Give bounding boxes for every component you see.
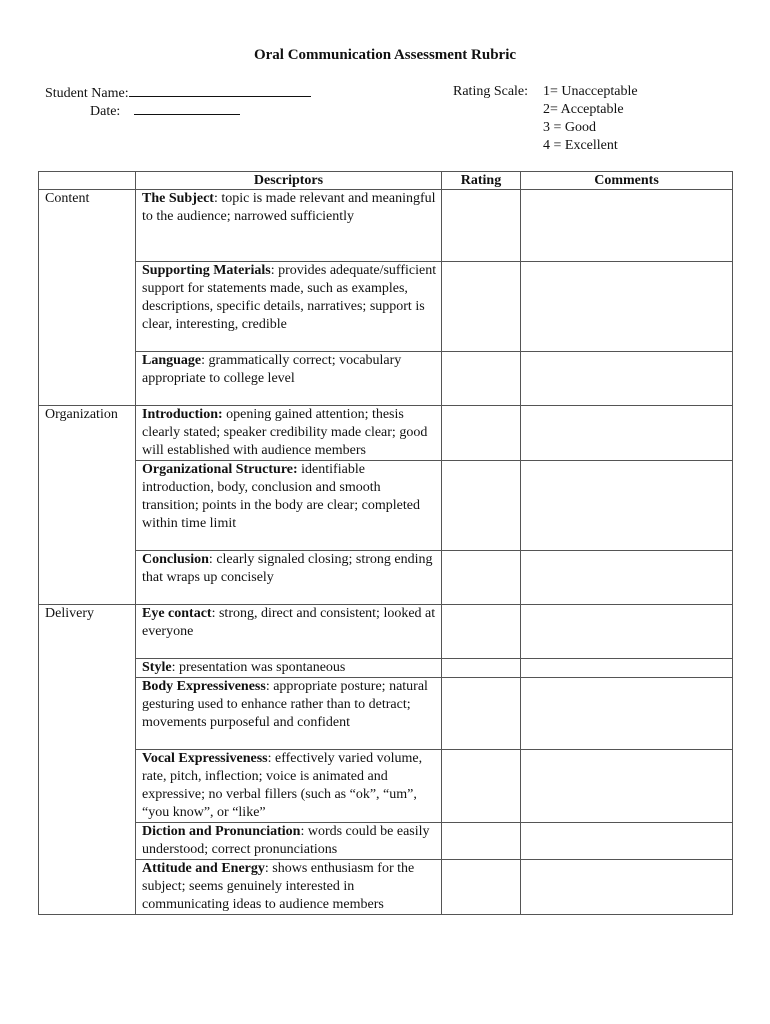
scale-item: 4 = Excellent — [543, 138, 618, 153]
comments-cell[interactable] — [521, 860, 733, 915]
descriptor-cell — [136, 860, 442, 915]
descriptor-cell — [136, 352, 442, 406]
rating-cell[interactable] — [442, 262, 521, 352]
descriptor-text: effectively varied volume, rate, pitch, inflection; voice is animated and expressive; no verbal fillers (such as “ok”, “um”, “you know”, or “like” — [142, 751, 423, 820]
table-row — [39, 262, 733, 352]
table-row — [39, 352, 733, 406]
descriptor-name: Introduction: — [142, 407, 223, 422]
rating-cell[interactable] — [442, 750, 521, 823]
rating-cell[interactable] — [442, 659, 521, 678]
descriptor-separator: : — [213, 191, 222, 206]
comments-cell[interactable] — [521, 823, 733, 860]
date-field[interactable] — [134, 101, 240, 115]
header-descriptors: Descriptors — [136, 172, 442, 190]
descriptor-cell — [136, 190, 442, 262]
table-row — [39, 678, 733, 750]
table-row — [39, 860, 733, 915]
comments-cell[interactable] — [521, 262, 733, 352]
descriptor-text: presentation was spontaneous — [178, 660, 346, 675]
rating-cell[interactable] — [442, 406, 521, 461]
descriptor-name: Style — [142, 660, 172, 675]
descriptor-cell — [136, 461, 442, 551]
category-cell: Organization — [39, 406, 136, 461]
descriptor-text: grammatically correct; vocabulary appropriate to college level — [142, 353, 402, 386]
descriptor-separator: : — [171, 660, 179, 675]
descriptor-name: Body Expressiveness — [142, 679, 266, 694]
table-row — [39, 551, 733, 605]
category-cell — [39, 678, 136, 750]
descriptor-name: Attitude and Energy — [142, 861, 265, 876]
descriptor-separator: : — [300, 824, 308, 839]
descriptor-name: Supporting Materials — [142, 263, 271, 278]
descriptor-name: Language — [142, 353, 202, 368]
comments-cell[interactable] — [521, 352, 733, 406]
header-comments: Comments — [521, 172, 733, 190]
descriptor-cell — [136, 262, 442, 352]
descriptor-cell — [136, 678, 442, 750]
descriptor-text: appropriate posture; natural gesturing used to enhance rather than to detract; movements purposeful and confident — [142, 679, 428, 730]
descriptor-separator: : — [267, 751, 276, 766]
descriptor-name: Organizational Structure: — [142, 462, 298, 477]
comments-cell[interactable] — [521, 551, 733, 605]
category-cell — [39, 262, 136, 352]
category-cell — [39, 461, 136, 551]
category-cell: Content — [39, 190, 136, 262]
descriptor-name: Vocal Expressiveness — [142, 751, 268, 766]
scale-item: 3 = Good — [543, 120, 597, 135]
descriptor-name: Conclusion — [142, 552, 209, 567]
category-cell — [39, 659, 136, 678]
rubric-table — [38, 171, 733, 915]
table-row — [39, 190, 733, 262]
scale-item: 2= Acceptable — [543, 102, 624, 117]
rating-cell[interactable] — [442, 860, 521, 915]
descriptor-cell — [136, 605, 442, 659]
table-row — [39, 461, 733, 551]
date-label: Date: — [90, 104, 121, 119]
descriptor-separator: : — [201, 353, 209, 368]
descriptor-text: words could be easily understood; correct pronunciations — [142, 824, 430, 857]
descriptor-text: provides adequate/sufficient support for statements made, such as examples, descriptions, specific details, narratives; support is clear, interesting, credible — [142, 263, 437, 332]
table-header-row — [39, 172, 733, 190]
descriptor-name: Diction and Pronunciation — [142, 824, 301, 839]
rating-cell[interactable] — [442, 461, 521, 551]
category-cell: Delivery — [39, 605, 136, 659]
category-cell — [39, 823, 136, 860]
student-name-label: Student Name: — [45, 86, 129, 101]
student-name-field[interactable] — [129, 83, 311, 97]
descriptor-separator: : — [208, 552, 217, 567]
descriptor-text: topic is made relevant and meaningful to the audience; narrowed sufficiently — [142, 191, 436, 224]
comments-cell[interactable] — [521, 406, 733, 461]
rating-cell[interactable] — [442, 823, 521, 860]
comments-cell[interactable] — [521, 461, 733, 551]
scale-item: 1= Unacceptable — [543, 84, 638, 99]
descriptor-cell — [136, 406, 442, 461]
descriptor-separator: : — [264, 861, 273, 876]
category-cell — [39, 352, 136, 406]
rating-scale-list — [543, 83, 638, 155]
comments-cell[interactable] — [521, 659, 733, 678]
table-row — [39, 659, 733, 678]
table-row — [39, 750, 733, 823]
descriptor-text: shows enthusiasm for the subject; seems genuinely interested in communicating ideas to audience members — [142, 861, 415, 912]
descriptor-text: opening gained attention; thesis clearly stated; speaker credibility made clear; good will established with audience members — [142, 407, 428, 458]
header-rating: Rating — [442, 172, 521, 190]
student-name-row — [45, 83, 311, 103]
descriptor-text: clearly signaled closing; strong ending that wraps up concisely — [142, 552, 433, 585]
descriptor-cell — [136, 659, 442, 678]
rating-cell[interactable] — [442, 605, 521, 659]
descriptor-text: strong, direct and consistent; looked at everyone — [142, 606, 436, 639]
comments-cell[interactable] — [521, 678, 733, 750]
descriptor-cell — [136, 551, 442, 605]
comments-cell[interactable] — [521, 605, 733, 659]
descriptor-separator: : — [270, 263, 279, 278]
date-row — [90, 101, 240, 121]
descriptor-name: Eye contact — [142, 606, 212, 621]
rating-cell[interactable] — [442, 678, 521, 750]
table-row — [39, 605, 733, 659]
page-title: Oral Communication Assessment Rubric — [253, 47, 517, 63]
descriptor-separator: : — [211, 606, 219, 621]
category-cell — [39, 750, 136, 823]
rating-cell[interactable] — [442, 352, 521, 406]
descriptor-name: The Subject — [142, 191, 214, 206]
descriptor-text: identifiable introduction, body, conclusion and smooth transition; points in the body are clear; completed within time limit — [142, 462, 420, 531]
descriptor-cell — [136, 750, 442, 823]
descriptor-cell — [136, 823, 442, 860]
rating-scale-label: Rating Scale: — [453, 84, 529, 99]
rating-cell[interactable] — [442, 190, 521, 262]
descriptor-separator: : — [265, 679, 274, 694]
table-row — [39, 406, 733, 461]
category-cell — [39, 860, 136, 915]
rating-cell[interactable] — [442, 551, 521, 605]
comments-cell[interactable] — [521, 750, 733, 823]
category-cell — [39, 551, 136, 605]
comments-cell[interactable] — [521, 190, 733, 262]
table-row — [39, 823, 733, 860]
header-category — [39, 172, 136, 190]
